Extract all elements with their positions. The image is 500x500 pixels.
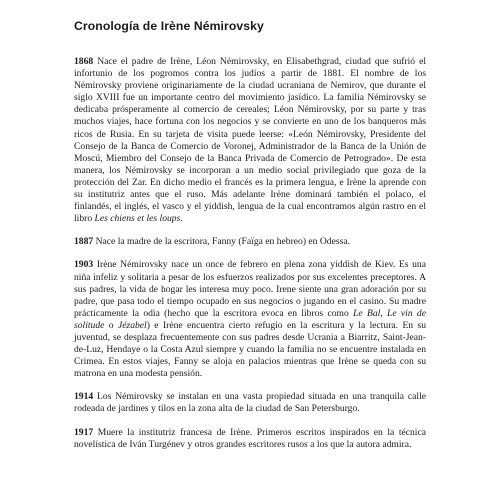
- chronology-entry-1887: [74, 236, 426, 248]
- entry-text: Irène Némirovsky nace un once de febrero en plena zona yiddish de Kiev. Es una niña infeliz y solitaria a pesar de los esfuerzos realizados por sus excelentes preceptores. A sus padres, la vida de hogar les interesa muy poco. Irene siente una gran adoración por su padre, que pasa todo el tiempo ocupado en sus negocios o jugando en el casino. Su madre prácticamente la odia (hecho que la escritora evoca en libros como: [74, 259, 426, 319]
- entry-year: 1887: [74, 236, 94, 248]
- chronology-entry-1903: [74, 259, 426, 380]
- document-page: [74, 18, 426, 451]
- entry-text: .: [180, 213, 183, 225]
- entry-year: 1917: [74, 426, 94, 438]
- entry-text: Los Némirovsky se instalan en una vasta propiedad situada en una tranquila calle rodeada de jardines y tilos en la zona alta de la ciudad de San Petersburgo.: [74, 391, 426, 415]
- entry-year: 1914: [74, 391, 94, 403]
- document-title: Cronología de Irène Némirovsky: [74, 19, 264, 33]
- entry-text: ) e Irène encuentra cierto refugio en la escritura y la lectura. En su juventud, se desplaza frecuentemente con sus padres desde Ucrania a Biarritz, Saint-Jean-de-Luz, Hendaye o la Costa Azul siempre y cuando la familia no se encuentre instalada en Crimea. En estos viajes, Fanny se aloja en palacios mientras que Irène se queda con su matrona en una modesta pensión.: [74, 319, 427, 380]
- chronology-entry-1868: [74, 56, 426, 225]
- entry-text: ,: [380, 307, 388, 319]
- book-title: Jézabel: [117, 319, 147, 331]
- book-title: Le vin de solitude: [74, 307, 426, 331]
- book-title: Les chiens et les loups: [94, 213, 181, 225]
- entry-text: Nace la madre de la escritora, Fanny (Faïga en hebreo) en Odessa.: [95, 236, 350, 248]
- entry-text: Muere la institutriz francesa de Irène. Primeros escritos inspirados en la técnica novelística de Iván Turgénev y otros grandes escritores rusos a los que la autora admira.: [74, 426, 426, 450]
- entry-text: Nace el padre de Irène, Léon Némirovsky, en Elisabethgrad, ciudad que sufrió el infortunio de los pogromos contra los judíos a partir de 1881. El nombre de los Némirovsky proviene originariamente de la ciudad ucraniana de Nemirov, que durante el siglo XVIII fue un importante centro del movimiento jasídico. La familia Némirovsky se dedicaba prósperamente al comercio de cereales; Léon Némirovsky, por su parte y tras muchos viajes, hace fortuna con los negocios y se convierte en uno de los banqueros más ricos de Rusia. En su tarjeta de visita puede leerse: «León Némirovsky, Presidente del Consejo de la Banca de Comercio de Voronej, Administrador de la Banca de la Unión de Moscú, Miembro del Consejo de la Banca Privada de Comercio de Petrogrado». De esta manera, los Némirovsky se incorporan a un medio social privilegiado que goza de la protección del Zar. En dicho medio el francés es la primera lengua, e Irène la aprende con su institutriz antes que el ruso. Más adelante Irène dominará también el polaco, el finlandés, el inglés, el vasco y el yiddish, lengua de la cual encontramos algún rastro en el libro: [74, 56, 427, 225]
- entry-text: o: [104, 319, 118, 331]
- chronology-entry-1917: [74, 427, 426, 451]
- chronology-entry-1914: [74, 391, 426, 415]
- book-title: Le Bal: [353, 307, 381, 319]
- entry-year: 1868: [74, 56, 94, 67]
- entry-year: 1903: [74, 259, 94, 271]
